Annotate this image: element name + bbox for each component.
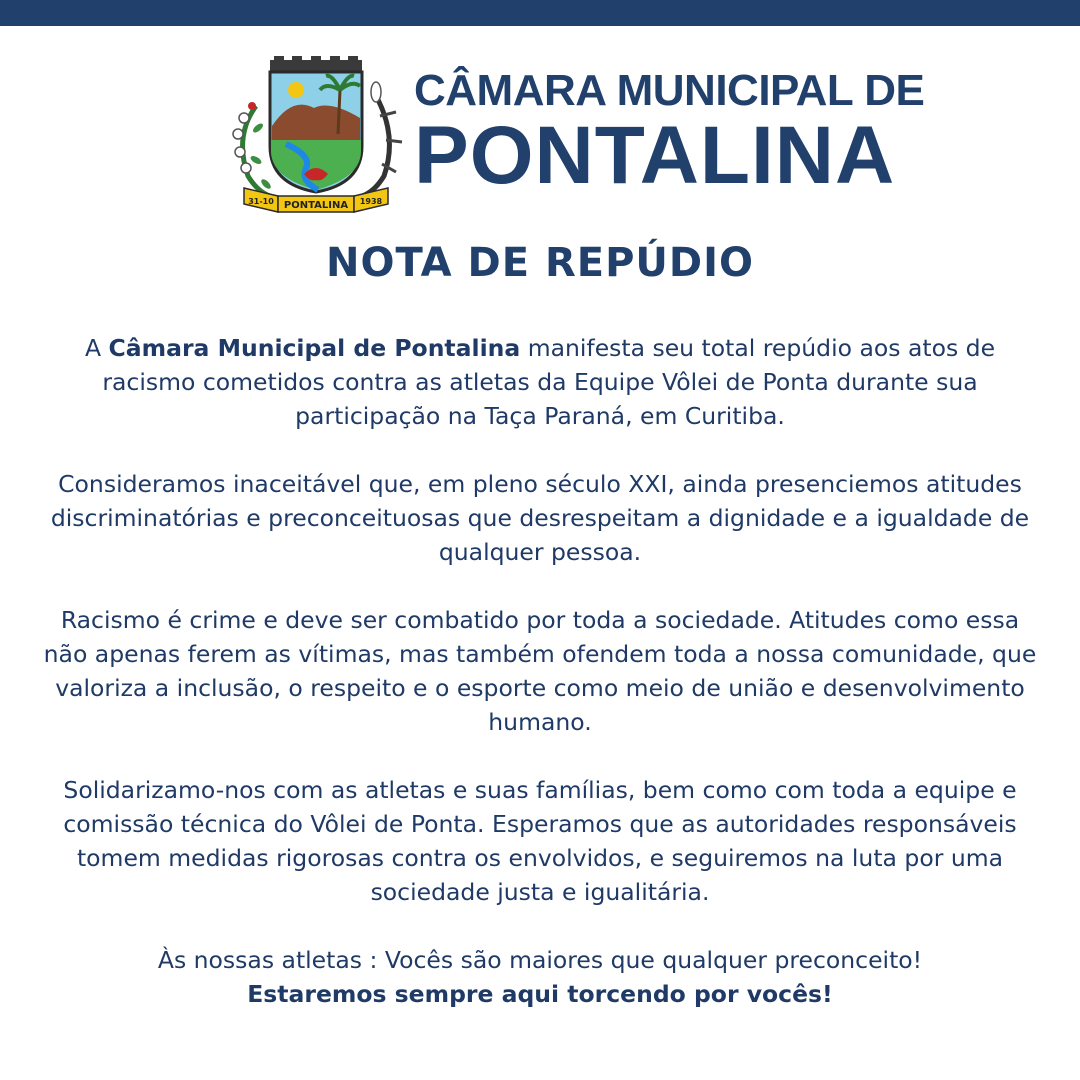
paragraph-2: Consideramos inaceitável que, em pleno século XXI, ainda presenciemos atitudes discriminatórias e preconceituosas que desrespeitam a dignidade e a igualdade de qualquer pessoa.: [50, 470, 1030, 566]
paragraph-3: Racismo é crime e deve ser combatido por toda a sociedade. Atitudes como essa não apenas ferem as vítimas, mas também ofendem toda a nossa comunidade, que valoriza a inclusão, o respeito e o esporte como meio de união e desenvolvimento humano.: [43, 606, 1037, 736]
paragraph-4: Solidarizamo-nos com as atletas e suas famílias, bem como com toda a equipe e comissão técnica do Vôlei de Ponta. Esperamos que as autoridades responsáveis tomem medidas rigorosas contra os envolvidos, e seguiremos na luta por uma sociedade justa e igualitária.: [63, 776, 1017, 906]
institution-title: [414, 66, 925, 201]
crest-ribbon-left: 31-10: [248, 197, 274, 206]
closing-line: Às nossas atletas : Vocês são maiores que qualquer preconceito!: [157, 946, 923, 974]
title-line-1: CÂMARA MUNICIPAL DE: [414, 66, 925, 115]
crest-ribbon-center: PONTALINA: [283, 200, 349, 211]
paragraph-1-bold: Câmara Municipal de Pontalina: [108, 334, 521, 362]
note-body: [40, 331, 1040, 1011]
title-line-2: PONTALINA: [414, 110, 896, 201]
closing: [40, 943, 1040, 1011]
paragraph-1: [40, 331, 1040, 433]
coat-of-arms-icon: [226, 56, 406, 214]
crest-ribbon-right: 1938: [359, 197, 383, 206]
header: [0, 56, 1080, 216]
paragraph-1-prefix: A: [84, 334, 109, 362]
note-title: NOTA DE REPÚDIO: [325, 240, 754, 286]
closing-bold-line: Estaremos sempre aqui torcendo por vocês!: [247, 980, 833, 1008]
top-bar: [0, 0, 1080, 26]
paragraph-1-suffix: manifesta seu total repúdio aos atos de racismo cometidos contra as atletas da Equipe Vôlei de Ponta durante sua participação na Taça Paraná, em Curitiba.: [102, 334, 996, 430]
